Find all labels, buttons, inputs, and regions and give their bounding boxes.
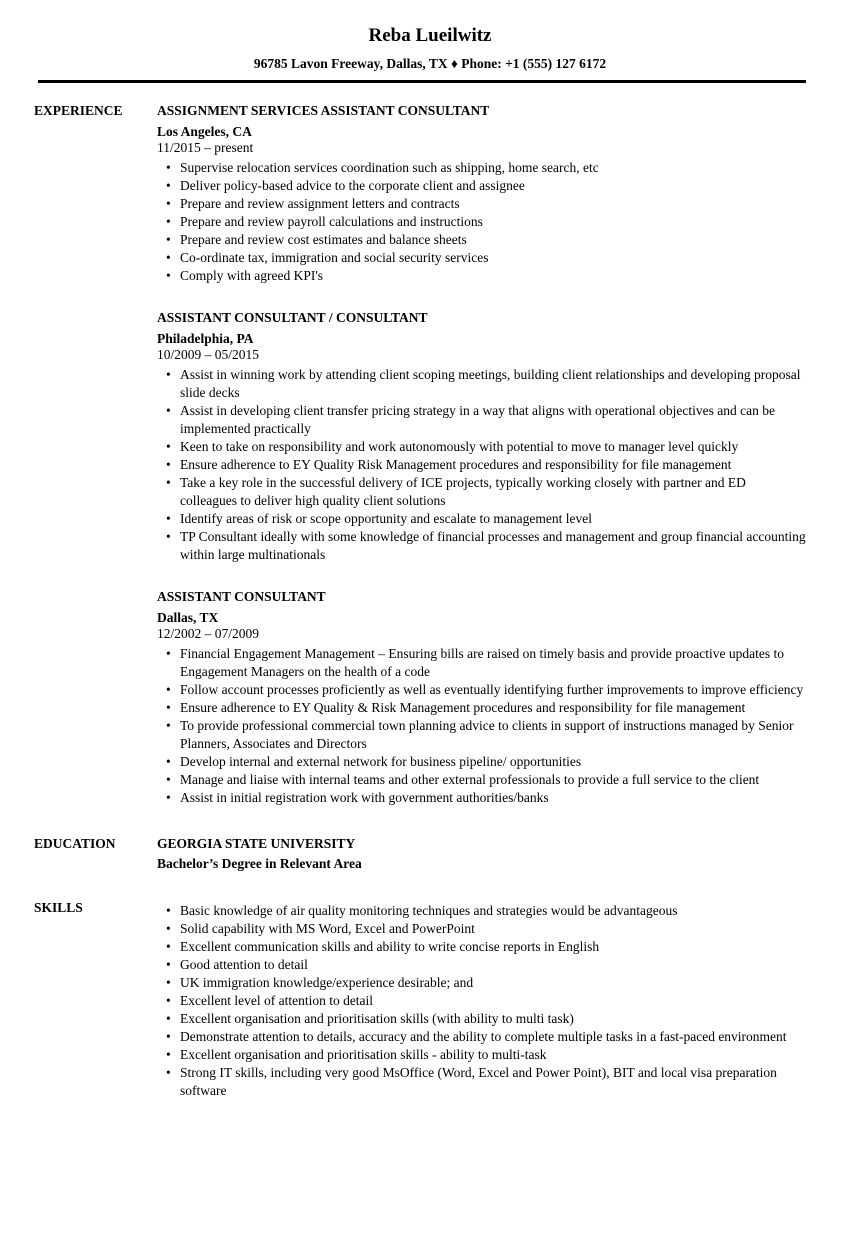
skills-content	[157, 899, 806, 1100]
job-bullet: • Take a key role in the successful delivery of ICE projects, typically working closely with partner and ED colleagues to deliver high quality client solutions	[157, 474, 806, 510]
job-entry	[157, 588, 806, 807]
skill-item: • Demonstrate attention to details, accuracy and the ability to complete multiple tasks in a fast-paced environment	[157, 1028, 806, 1046]
job-bullet: • Comply with agreed KPI's	[157, 267, 806, 285]
job-entry	[157, 309, 806, 564]
job-bullet: • Ensure adherence to EY Quality & Risk Management procedures and responsibility for file management	[157, 699, 806, 717]
job-title: ASSISTANT CONSULTANT	[157, 589, 326, 604]
education-content	[157, 835, 806, 873]
job-bullet: • Keen to take on responsibility and work autonomously with potential to move to manager level quickly	[157, 438, 806, 456]
education-degree: Bachelor’s Degree in Relevant Area	[157, 856, 362, 871]
skill-item: • Good attention to detail	[157, 956, 806, 974]
job-bullet: • Prepare and review payroll calculations and instructions	[157, 213, 806, 231]
skills-section-label: SKILLS	[34, 900, 83, 915]
skill-item: • Excellent level of attention to detail	[157, 992, 806, 1010]
education-section	[34, 835, 806, 873]
experience-section	[34, 102, 806, 807]
experience-job-list	[157, 102, 806, 807]
job-bullet: • Develop internal and external network for business pipeline/ opportunities	[157, 753, 806, 771]
candidate-name: Reba Lueilwitz	[368, 25, 492, 46]
job-bullet-list	[157, 366, 806, 564]
skill-item: • Excellent organisation and prioritisation skills - ability to multi-task	[157, 1046, 806, 1064]
job-bullet-list	[157, 645, 806, 807]
job-location: Dallas, TX	[157, 610, 219, 625]
job-location: Philadelphia, PA	[157, 331, 254, 346]
skill-item: • Excellent organisation and prioritisation skills (with ability to multi task)	[157, 1010, 806, 1028]
job-bullet: • Co-ordinate tax, immigration and social security services	[157, 249, 806, 267]
job-bullet: • Deliver policy-based advice to the corporate client and assignee	[157, 177, 806, 195]
skill-item: • Basic knowledge of air quality monitoring techniques and strategies would be advantageous	[157, 902, 806, 920]
skill-item: • Solid capability with MS Word, Excel and PowerPoint	[157, 920, 806, 938]
job-bullet: • To provide professional commercial town planning advice to clients in support of instructions managed by Senior Planners, Associates and Directors	[157, 717, 806, 753]
job-bullet: • Financial Engagement Management – Ensuring bills are raised on timely basis and provide proactive updates to Engagement Managers on the health of a code	[157, 645, 806, 681]
job-bullet: • Identify areas of risk or scope opportunity and escalate to management level	[157, 510, 806, 528]
job-bullet: • TP Consultant ideally with some knowledge of financial processes and management and group financial accounting within large multinationals	[157, 528, 806, 564]
skill-item: • UK immigration knowledge/experience desirable; and	[157, 974, 806, 992]
job-bullet: • Supervise relocation services coordination such as shipping, home search, etc	[157, 159, 806, 177]
experience-section-label: EXPERIENCE	[34, 103, 123, 118]
skill-item: • Strong IT skills, including very good MsOffice (Word, Excel and Power Point), BIT and local visa preparation software	[157, 1064, 806, 1100]
job-bullet: • Prepare and review cost estimates and balance sheets	[157, 231, 806, 249]
skill-item: • Excellent communication skills and ability to write concise reports in English	[157, 938, 806, 956]
education-section-label: EDUCATION	[34, 836, 116, 851]
skills-list	[157, 902, 806, 1100]
job-entry	[157, 102, 806, 285]
contact-line: 96785 Lavon Freeway, Dallas, TX ♦ Phone: +1 (555) 127 6172	[253, 56, 607, 71]
job-bullet-list	[157, 159, 806, 285]
job-dates: 11/2015 – present	[157, 140, 254, 155]
job-bullet: • Prepare and review assignment letters and contracts	[157, 195, 806, 213]
job-bullet: • Manage and liaise with internal teams and other external professionals to provide a full service to the client	[157, 771, 806, 789]
skills-section	[34, 899, 806, 1100]
job-bullet: • Assist in developing client transfer pricing strategy in a way that aligns with operational objectives and can be implemented practically	[157, 402, 806, 438]
education-school: GEORGIA STATE UNIVERSITY	[157, 836, 356, 851]
job-bullet: • Assist in initial registration work with government authorities/banks	[157, 789, 806, 807]
job-bullet: • Follow account processes proficiently as well as eventually identifying further improvements to improve efficiency	[157, 681, 806, 699]
job-dates: 10/2009 – 05/2015	[157, 347, 260, 362]
job-bullet: • Ensure adherence to EY Quality Risk Management procedures and responsibility for file management	[157, 456, 806, 474]
job-bullet: • Assist in winning work by attending client scoping meetings, building client relationships and developing proposal slide decks	[157, 366, 806, 402]
resume-body	[0, 83, 860, 1100]
resume-header	[0, 0, 860, 83]
job-title: ASSIGNMENT SERVICES ASSISTANT CONSULTANT	[157, 103, 490, 118]
job-dates: 12/2002 – 07/2009	[157, 626, 260, 641]
job-title: ASSISTANT CONSULTANT / CONSULTANT	[157, 310, 428, 325]
job-location: Los Angeles, CA	[157, 124, 252, 139]
